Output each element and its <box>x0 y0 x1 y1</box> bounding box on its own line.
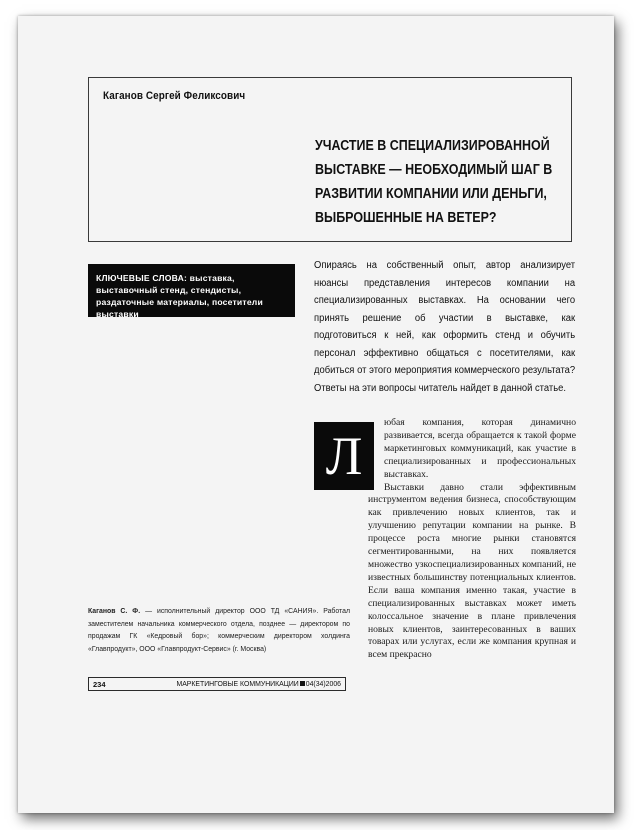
title-line: УЧАСТИЕ В СПЕЦИАЛИЗИРОВАННОЙ <box>315 138 550 154</box>
author-name: Каганов Сергей Феликсович <box>103 90 246 102</box>
article-title <box>315 134 564 230</box>
keywords-label: КЛЮЧЕВЫЕ СЛОВА: <box>96 273 188 283</box>
title-line: РАЗВИТИИ КОМПАНИИ ИЛИ ДЕНЬГИ, <box>315 186 547 202</box>
article-header-box <box>88 77 572 242</box>
article-body <box>368 417 576 662</box>
magazine-name: МАРКЕТИНГОВЫЕ КОММУНИКАЦИИ <box>176 680 299 688</box>
journal-page <box>18 16 614 813</box>
body-paragraph: юбая компания, которая динамично развивается, всегда обращается к такой форме маркетинговых коммуникаций, как участие в специализированных и профессиональных выставках. <box>384 417 576 480</box>
page-number: 234 <box>93 680 106 689</box>
body-paragraph: Выставки давно стали эффективным инструментом ведения бизнеса, способствующим как привлечению новых клиентов, так и улучшению репутации компании на рынке. В процессе роста многие рынки становятся сегментированными, на них появляется множество узкоспециализированных компаний, не известных большинству потенциальных клиентов. Если ваша компания именно такая, участие в специализированных выставках может иметь колоссальное значение в плане привлечения новых клиентов, заинтересованных в ваших товарах или услугах, если же компания крупная и всем прекрасно <box>368 481 576 661</box>
bio-text: — исполнительный директор ООО ТД «САНИЯ». Работал заместителем начальника коммерческого отдела, позднее — директором по продажам ГК «Кедровый бор»; коммерческим директором холдинга «Главпродукт», ООО «Главпродукт-Сервис» (г. Москва) <box>88 608 350 653</box>
drop-cap: Л <box>314 422 374 490</box>
keywords-box <box>88 264 295 317</box>
bio-name: Каганов С. Ф. <box>88 608 141 615</box>
page-footer <box>88 677 346 691</box>
author-bio <box>88 606 350 656</box>
title-line: ВЫБРОШЕННЫЕ НА ВЕТЕР? <box>315 210 497 226</box>
title-line: ВЫСТАВКЕ — НЕОБХОДИМЫЙ ШАГ В <box>315 162 553 178</box>
abstract: Опираясь на собственный опыт, автор анализирует нюансы представления интересов компании на специализированных выставках. На основании чего принять решение об участии в выставке, как подготовиться к ней, как оформить стенд и обучить персонал эффективно общаться с посетителями, как добиться от этого мероприятия коммерческого результата? Ответы на эти вопросы читатель найдет в данной статье. <box>314 260 576 394</box>
footer-magazine <box>176 681 341 688</box>
square-bullet-icon <box>300 681 305 686</box>
keywords-text: выставка, выставочный стенд, стендисты, раздаточные материалы, посетители выставки <box>96 273 263 319</box>
issue-number: 04(34)2006 <box>305 680 341 688</box>
